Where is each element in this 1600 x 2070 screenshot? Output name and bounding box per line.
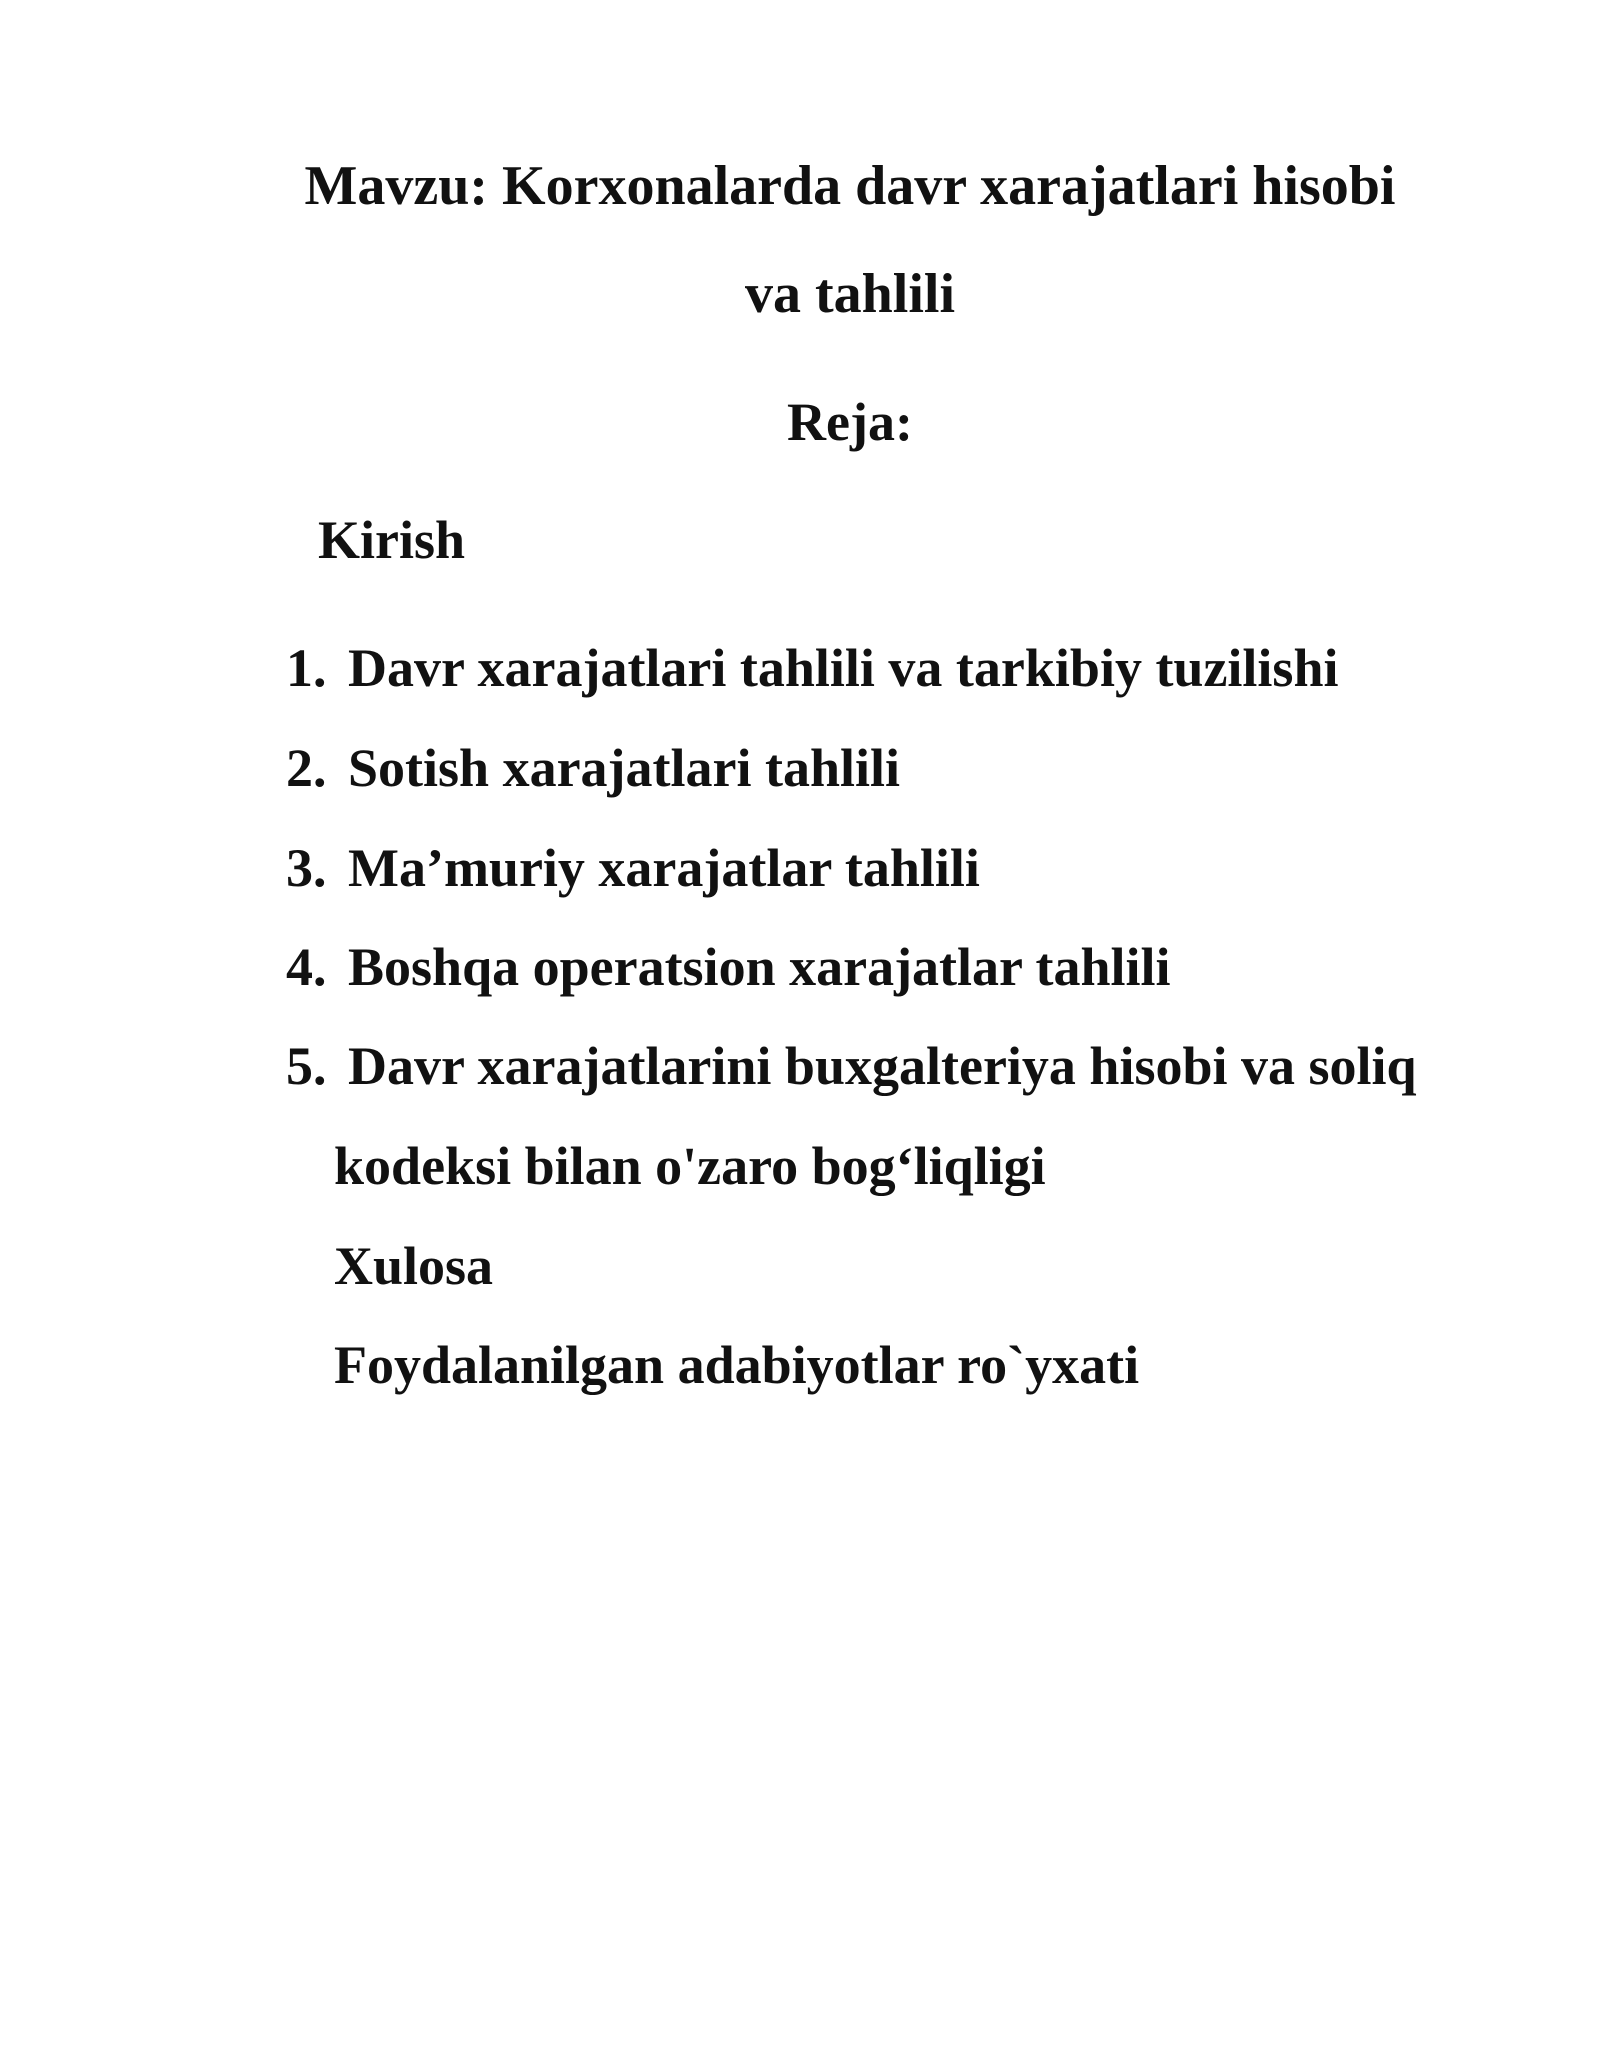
plan-item-number: 4. (286, 937, 327, 997)
plan-item-continuation: kodeksi bilan o'zaro bog‘liqligi (334, 1136, 1046, 1196)
document-title-line-1: Mavzu: Korxonalarda davr xarajatlari hisobi (304, 155, 1396, 217)
plan-item (286, 935, 1171, 999)
plan-item-number: 2. (286, 738, 327, 798)
plan-item-text: Boshqa operatsion xarajatlar tahlili (348, 937, 1171, 997)
plan-item-text: Davr xarajatlari tahlili va tarkibiy tuzilishi (348, 638, 1339, 698)
document-title-line-2: va tahlili (744, 263, 956, 325)
plan-item-text: Davr xarajatlarini buxgalteriya hisobi va soliq (348, 1036, 1417, 1096)
plan-item (286, 736, 900, 800)
plan-item (286, 1034, 1417, 1098)
plan-item (286, 636, 1338, 700)
plan-heading: Reja: (787, 392, 913, 452)
plan-item-number: 3. (286, 838, 327, 898)
plan-references: Foydalanilgan adabiyotlar ro`yxati (334, 1335, 1140, 1395)
plan-item-text: Ma’muriy xarajatlar tahlili (348, 838, 980, 898)
plan-intro: Kirish (318, 510, 466, 570)
plan-item-number: 1. (286, 638, 327, 698)
plan-conclusion: Xulosa (334, 1236, 494, 1296)
plan-item (286, 836, 980, 900)
plan-item-text: Sotish xarajatlari tahlili (348, 738, 900, 798)
plan-item-number: 5. (286, 1036, 327, 1096)
